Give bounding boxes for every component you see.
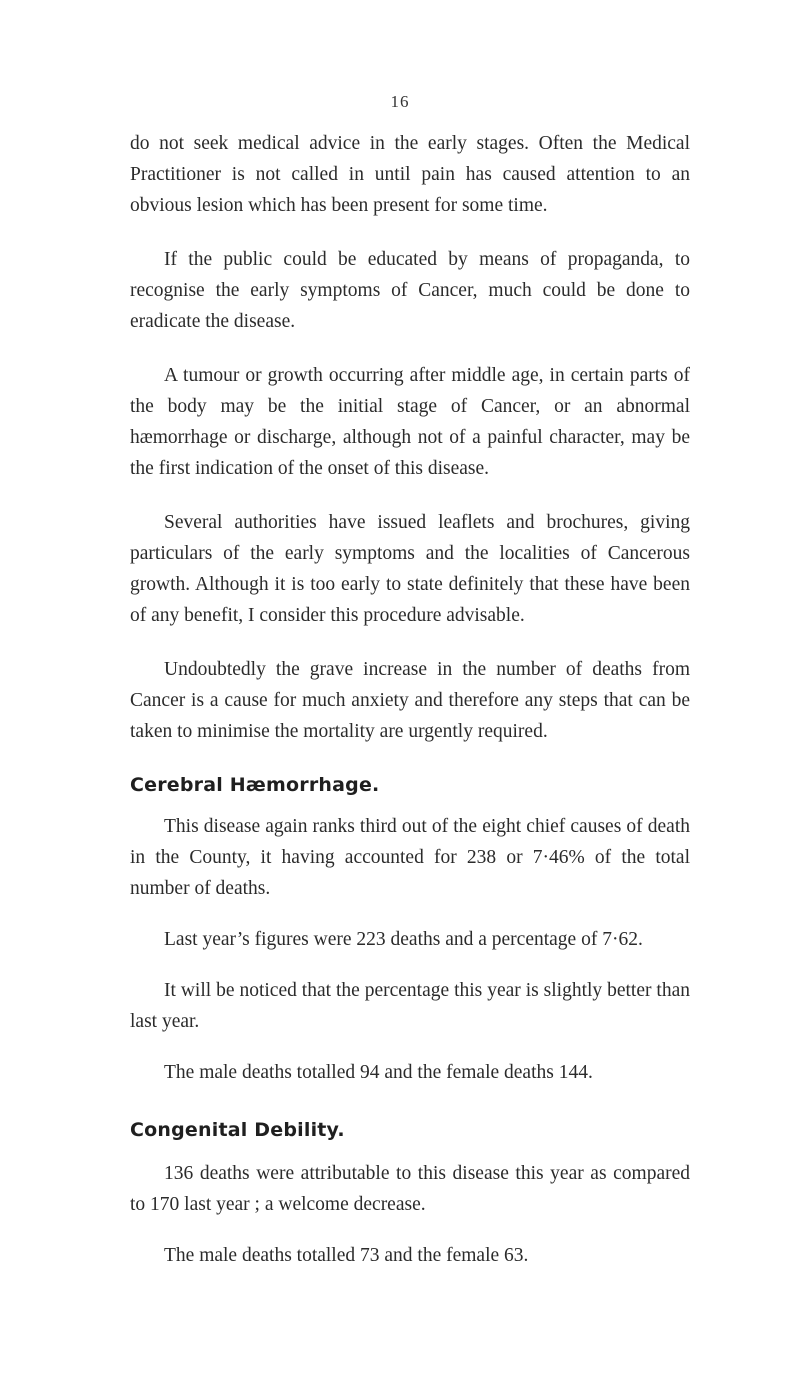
- page-number: 16: [390, 92, 410, 111]
- paragraph-congenital-deaths: 136 deaths were attributable to this disease this year as compared to 170 last year ; a welcome decrease.: [130, 1163, 690, 1215]
- page-body: [130, 128, 690, 1271]
- paragraph-cerebral-sex: The male deaths totalled 94 and the female deaths 144.: [164, 1062, 593, 1083]
- paragraph-mortality: Undoubtedly the grave increase in the number of deaths from Cancer is a cause for much anxiety and therefore any steps that can be taken to minimise the mortality are urgently required.: [130, 659, 690, 742]
- section-heading-cerebral: Cerebral Hæmorrhage.: [130, 774, 380, 796]
- paragraph-cerebral-percentage: It will be noticed that the percentage this year is slightly better than last year.: [130, 980, 690, 1032]
- paragraph-cerebral-rank: This disease again ranks third out of the eight chief causes of death in the County, it having accounted for 238 or 7·46% of the total number of deaths.: [130, 816, 690, 899]
- paragraph-cerebral-last-year: Last year’s figures were 223 deaths and a percentage of 7·62.: [164, 929, 643, 950]
- paragraph-propaganda: If the public could be educated by means of propaganda, to recognise the early symptoms of Cancer, much could be done to eradicate the disease.: [130, 249, 690, 332]
- section-heading-congenital: Congenital Debility.: [130, 1119, 345, 1141]
- paragraph-leaflets: Several authorities have issued leaflets and brochures, giving particulars of the early symptoms and the localities of Cancerous growth. Although it is too early to state definitely that these have been of any benefit, I consider this procedure advisable.: [130, 512, 690, 626]
- paragraph-tumour: A tumour or growth occurring after middle age, in certain parts of the body may be the initial stage of Cancer, or an abnormal hæmorrhage or discharge, although not of a painful character, may be the first indication of the onset of this disease.: [130, 365, 690, 479]
- paragraph-continuation: do not seek medical advice in the early stages. Often the Medical Practitioner is not called in until pain has caused attention to an obvious lesion which has been present for some time.: [130, 133, 690, 216]
- paragraph-congenital-sex: The male deaths totalled 73 and the female 63.: [164, 1245, 529, 1266]
